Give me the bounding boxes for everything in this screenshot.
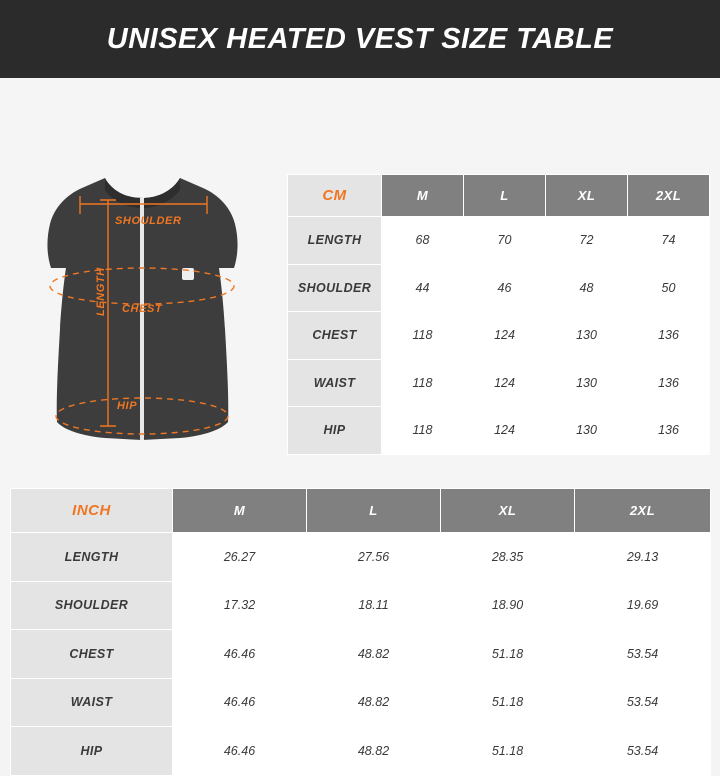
inch-shoulder-xl: 18.90 bbox=[441, 581, 575, 630]
inch-col-l: L bbox=[307, 489, 441, 533]
table-header-row bbox=[288, 175, 710, 217]
cm-shoulder-l: 46 bbox=[464, 264, 546, 312]
cm-chest-xl: 130 bbox=[546, 312, 628, 360]
inch-hip-l: 48.82 bbox=[307, 727, 441, 776]
cm-col-m: M bbox=[382, 175, 464, 217]
inch-size-table bbox=[10, 488, 711, 776]
vest-illustration bbox=[10, 164, 275, 464]
cm-length-m: 68 bbox=[382, 217, 464, 265]
page-header bbox=[0, 0, 720, 78]
inch-table-container bbox=[10, 488, 710, 776]
table-row bbox=[11, 630, 711, 679]
cm-waist-xl: 130 bbox=[546, 359, 628, 407]
table-row bbox=[11, 727, 711, 776]
inch-unit-label: INCH bbox=[11, 489, 173, 533]
cm-length-xl: 72 bbox=[546, 217, 628, 265]
cm-shoulder-m: 44 bbox=[382, 264, 464, 312]
label-chest: CHEST bbox=[122, 303, 163, 315]
table-row bbox=[288, 217, 710, 265]
inch-hip-m: 46.46 bbox=[173, 727, 307, 776]
table-row bbox=[11, 533, 711, 582]
inch-length-m: 26.27 bbox=[173, 533, 307, 582]
inch-col-2xl: 2XL bbox=[575, 489, 711, 533]
cm-chest-l: 124 bbox=[464, 312, 546, 360]
cm-waist-2xl: 136 bbox=[628, 359, 710, 407]
inch-chest-m: 46.46 bbox=[173, 630, 307, 679]
inch-length-l: 27.56 bbox=[307, 533, 441, 582]
cm-hip-m: 118 bbox=[382, 407, 464, 455]
cm-length-l: 70 bbox=[464, 217, 546, 265]
table-row bbox=[288, 407, 710, 455]
inch-shoulder-2xl: 19.69 bbox=[575, 581, 711, 630]
cm-chest-2xl: 136 bbox=[628, 312, 710, 360]
cm-col-2xl: 2XL bbox=[628, 175, 710, 217]
inch-chest-xl: 51.18 bbox=[441, 630, 575, 679]
inch-row-label-hip: HIP bbox=[11, 727, 173, 776]
cm-shoulder-2xl: 50 bbox=[628, 264, 710, 312]
cm-row-label-hip: HIP bbox=[288, 407, 382, 455]
cm-col-l: L bbox=[464, 175, 546, 217]
inch-waist-2xl: 53.54 bbox=[575, 678, 711, 727]
inch-chest-l: 48.82 bbox=[307, 630, 441, 679]
page-content bbox=[0, 78, 720, 758]
inch-length-2xl: 29.13 bbox=[575, 533, 711, 582]
inch-row-label-shoulder: SHOULDER bbox=[11, 581, 173, 630]
inch-shoulder-l: 18.11 bbox=[307, 581, 441, 630]
cm-hip-l: 124 bbox=[464, 407, 546, 455]
table-row bbox=[288, 264, 710, 312]
inch-hip-xl: 51.18 bbox=[441, 727, 575, 776]
cm-row-label-shoulder: SHOULDER bbox=[288, 264, 382, 312]
cm-hip-2xl: 136 bbox=[628, 407, 710, 455]
table-row bbox=[288, 359, 710, 407]
inch-waist-l: 48.82 bbox=[307, 678, 441, 727]
cm-hip-xl: 130 bbox=[546, 407, 628, 455]
cm-chest-m: 118 bbox=[382, 312, 464, 360]
inch-col-xl: XL bbox=[441, 489, 575, 533]
cm-waist-m: 118 bbox=[382, 359, 464, 407]
cm-shoulder-xl: 48 bbox=[546, 264, 628, 312]
inch-chest-2xl: 53.54 bbox=[575, 630, 711, 679]
inch-waist-m: 46.46 bbox=[173, 678, 307, 727]
cm-unit-label: CM bbox=[288, 175, 382, 217]
cm-waist-l: 124 bbox=[464, 359, 546, 407]
cm-length-2xl: 74 bbox=[628, 217, 710, 265]
table-header-row bbox=[11, 489, 711, 533]
page-title: UNISEX HEATED VEST SIZE TABLE bbox=[106, 22, 614, 55]
cm-row-label-chest: CHEST bbox=[288, 312, 382, 360]
inch-row-label-waist: WAIST bbox=[11, 678, 173, 727]
inch-row-label-length: LENGTH bbox=[11, 533, 173, 582]
cm-table-container bbox=[287, 174, 709, 455]
table-row bbox=[288, 312, 710, 360]
label-hip: HIP bbox=[117, 400, 138, 412]
cm-row-label-waist: WAIST bbox=[288, 359, 382, 407]
cm-size-table bbox=[287, 174, 710, 455]
inch-row-label-chest: CHEST bbox=[11, 630, 173, 679]
inch-length-xl: 28.35 bbox=[441, 533, 575, 582]
table-row bbox=[11, 678, 711, 727]
label-shoulder: SHOULDER bbox=[115, 215, 182, 227]
inch-col-m: M bbox=[173, 489, 307, 533]
inch-hip-2xl: 53.54 bbox=[575, 727, 711, 776]
cm-row-label-length: LENGTH bbox=[288, 217, 382, 265]
inch-waist-xl: 51.18 bbox=[441, 678, 575, 727]
cm-col-xl: XL bbox=[546, 175, 628, 217]
inch-shoulder-m: 17.32 bbox=[173, 581, 307, 630]
table-row bbox=[11, 581, 711, 630]
label-length: LENGTH bbox=[95, 267, 107, 316]
